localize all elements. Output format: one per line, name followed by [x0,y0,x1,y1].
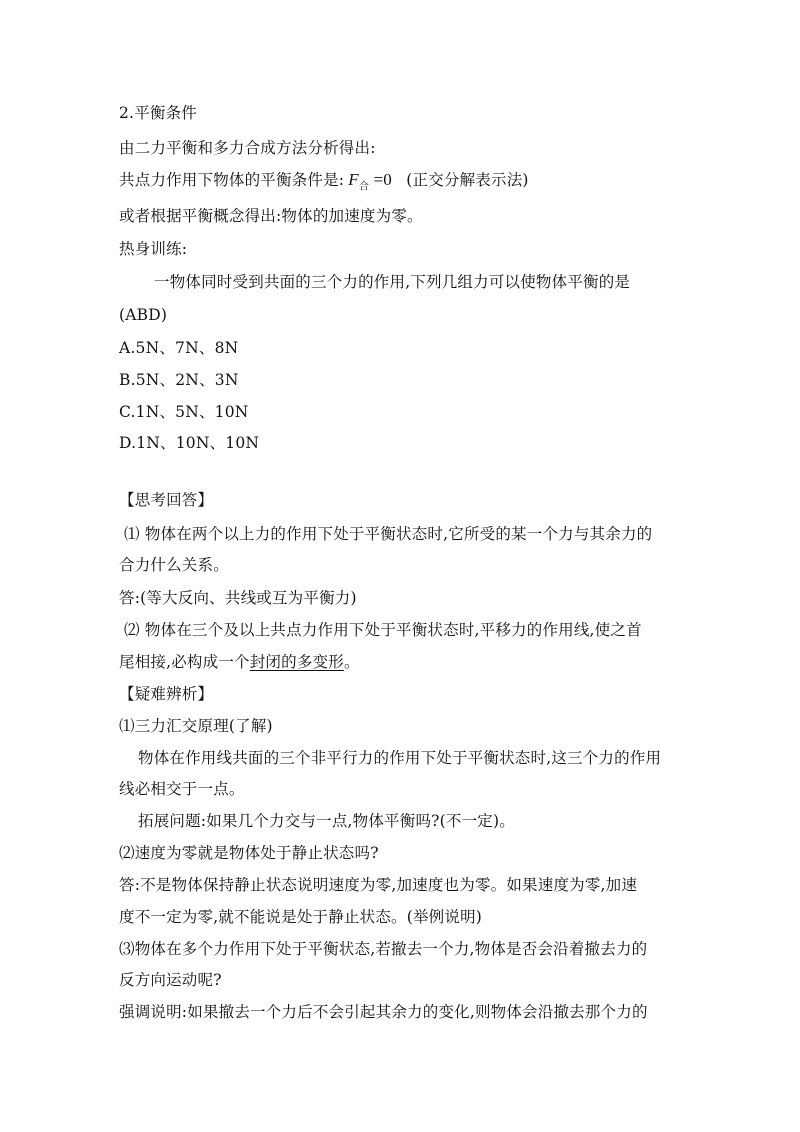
formula-subscript: 合 [358,181,370,193]
formula [348,170,392,193]
underlined-term: 封闭的多变形 [249,653,344,671]
option-a: A.5N、7N、8N [119,339,239,357]
option-b: B.5N、2N、3N [119,371,239,389]
option-c: C.1N、5N、10N [119,403,249,421]
option-d: D.1N、10N、10N [119,434,260,452]
paragraph: 反方向运动呢? [119,971,222,989]
paragraph: 线必相交于一点。 [119,780,245,798]
subheading-warmup: 热身训练: [119,240,188,258]
question-text: 一物体同时受到共面的三个力的作用,下列几组力可以使物体平衡的是 [154,273,631,291]
paragraph: 强调说明:如果撤去一个力后不会引起其余力的变化,则物体会沿撤去那个力的 [119,1003,648,1021]
section-heading: 2.平衡条件 [119,104,197,122]
paragraph: 答:(等大反向、共线或互为平衡力) [119,589,357,607]
section-heading-analysis: 【疑难辨析】 [119,685,214,703]
paragraph-text: 尾相接,必构成一个 [119,653,250,671]
paragraph: ⑵ 物体在三个及以上共点力作用下处于平衡状态时,平移力的作用线,使之首 [124,621,642,639]
paragraph: 物体在作用线共面的三个非平行力的作用下处于平衡状态时,这三个力的作用 [138,749,662,767]
paragraph: ⑴三力汇交原理(了解) [119,717,273,735]
paragraph: ⑴ 物体在两个以上力的作用下处于平衡状态时,它所受的某一个力与其余力的 [124,525,653,543]
paragraph: ⑶物体在多个力作用下处于平衡状态,若撤去一个力,物体是否会沿着撤去力的 [119,940,648,958]
paragraph: 答:不是物体保持静止状态说明速度为零,加速度也为零。如果速度为零,加速 [119,876,638,894]
formula-equals: =0 [373,170,392,189]
section-heading-think: 【思考回答】 [119,491,214,509]
paragraph-note: (正交分解表示法) [406,171,529,189]
paragraph-text: 共点力作用下物体的平衡条件是: [119,171,345,189]
paragraph: 拓展问题:如果几个力交与一点,物体平衡吗?(不一定)。 [138,812,515,830]
paragraph: 或者根据平衡概念得出:物体的加速度为零。 [119,207,423,225]
paragraph: ⑵速度为零就是物体处于静止状态吗? [119,844,379,862]
paragraph-text: 。 [343,653,360,671]
paragraph: 由二力平衡和多力合成方法分析得出: [119,139,376,157]
paragraph: 度不一定为零,就不能说是处于静止状态。(举例说明) [119,908,483,926]
paragraph: 合力什么关系。 [119,556,229,574]
formula-symbol: F [348,170,359,189]
equilibrium-condition-line [119,170,529,197]
answer-key: (ABD) [119,306,168,324]
paragraph-underlined-line [119,652,360,672]
